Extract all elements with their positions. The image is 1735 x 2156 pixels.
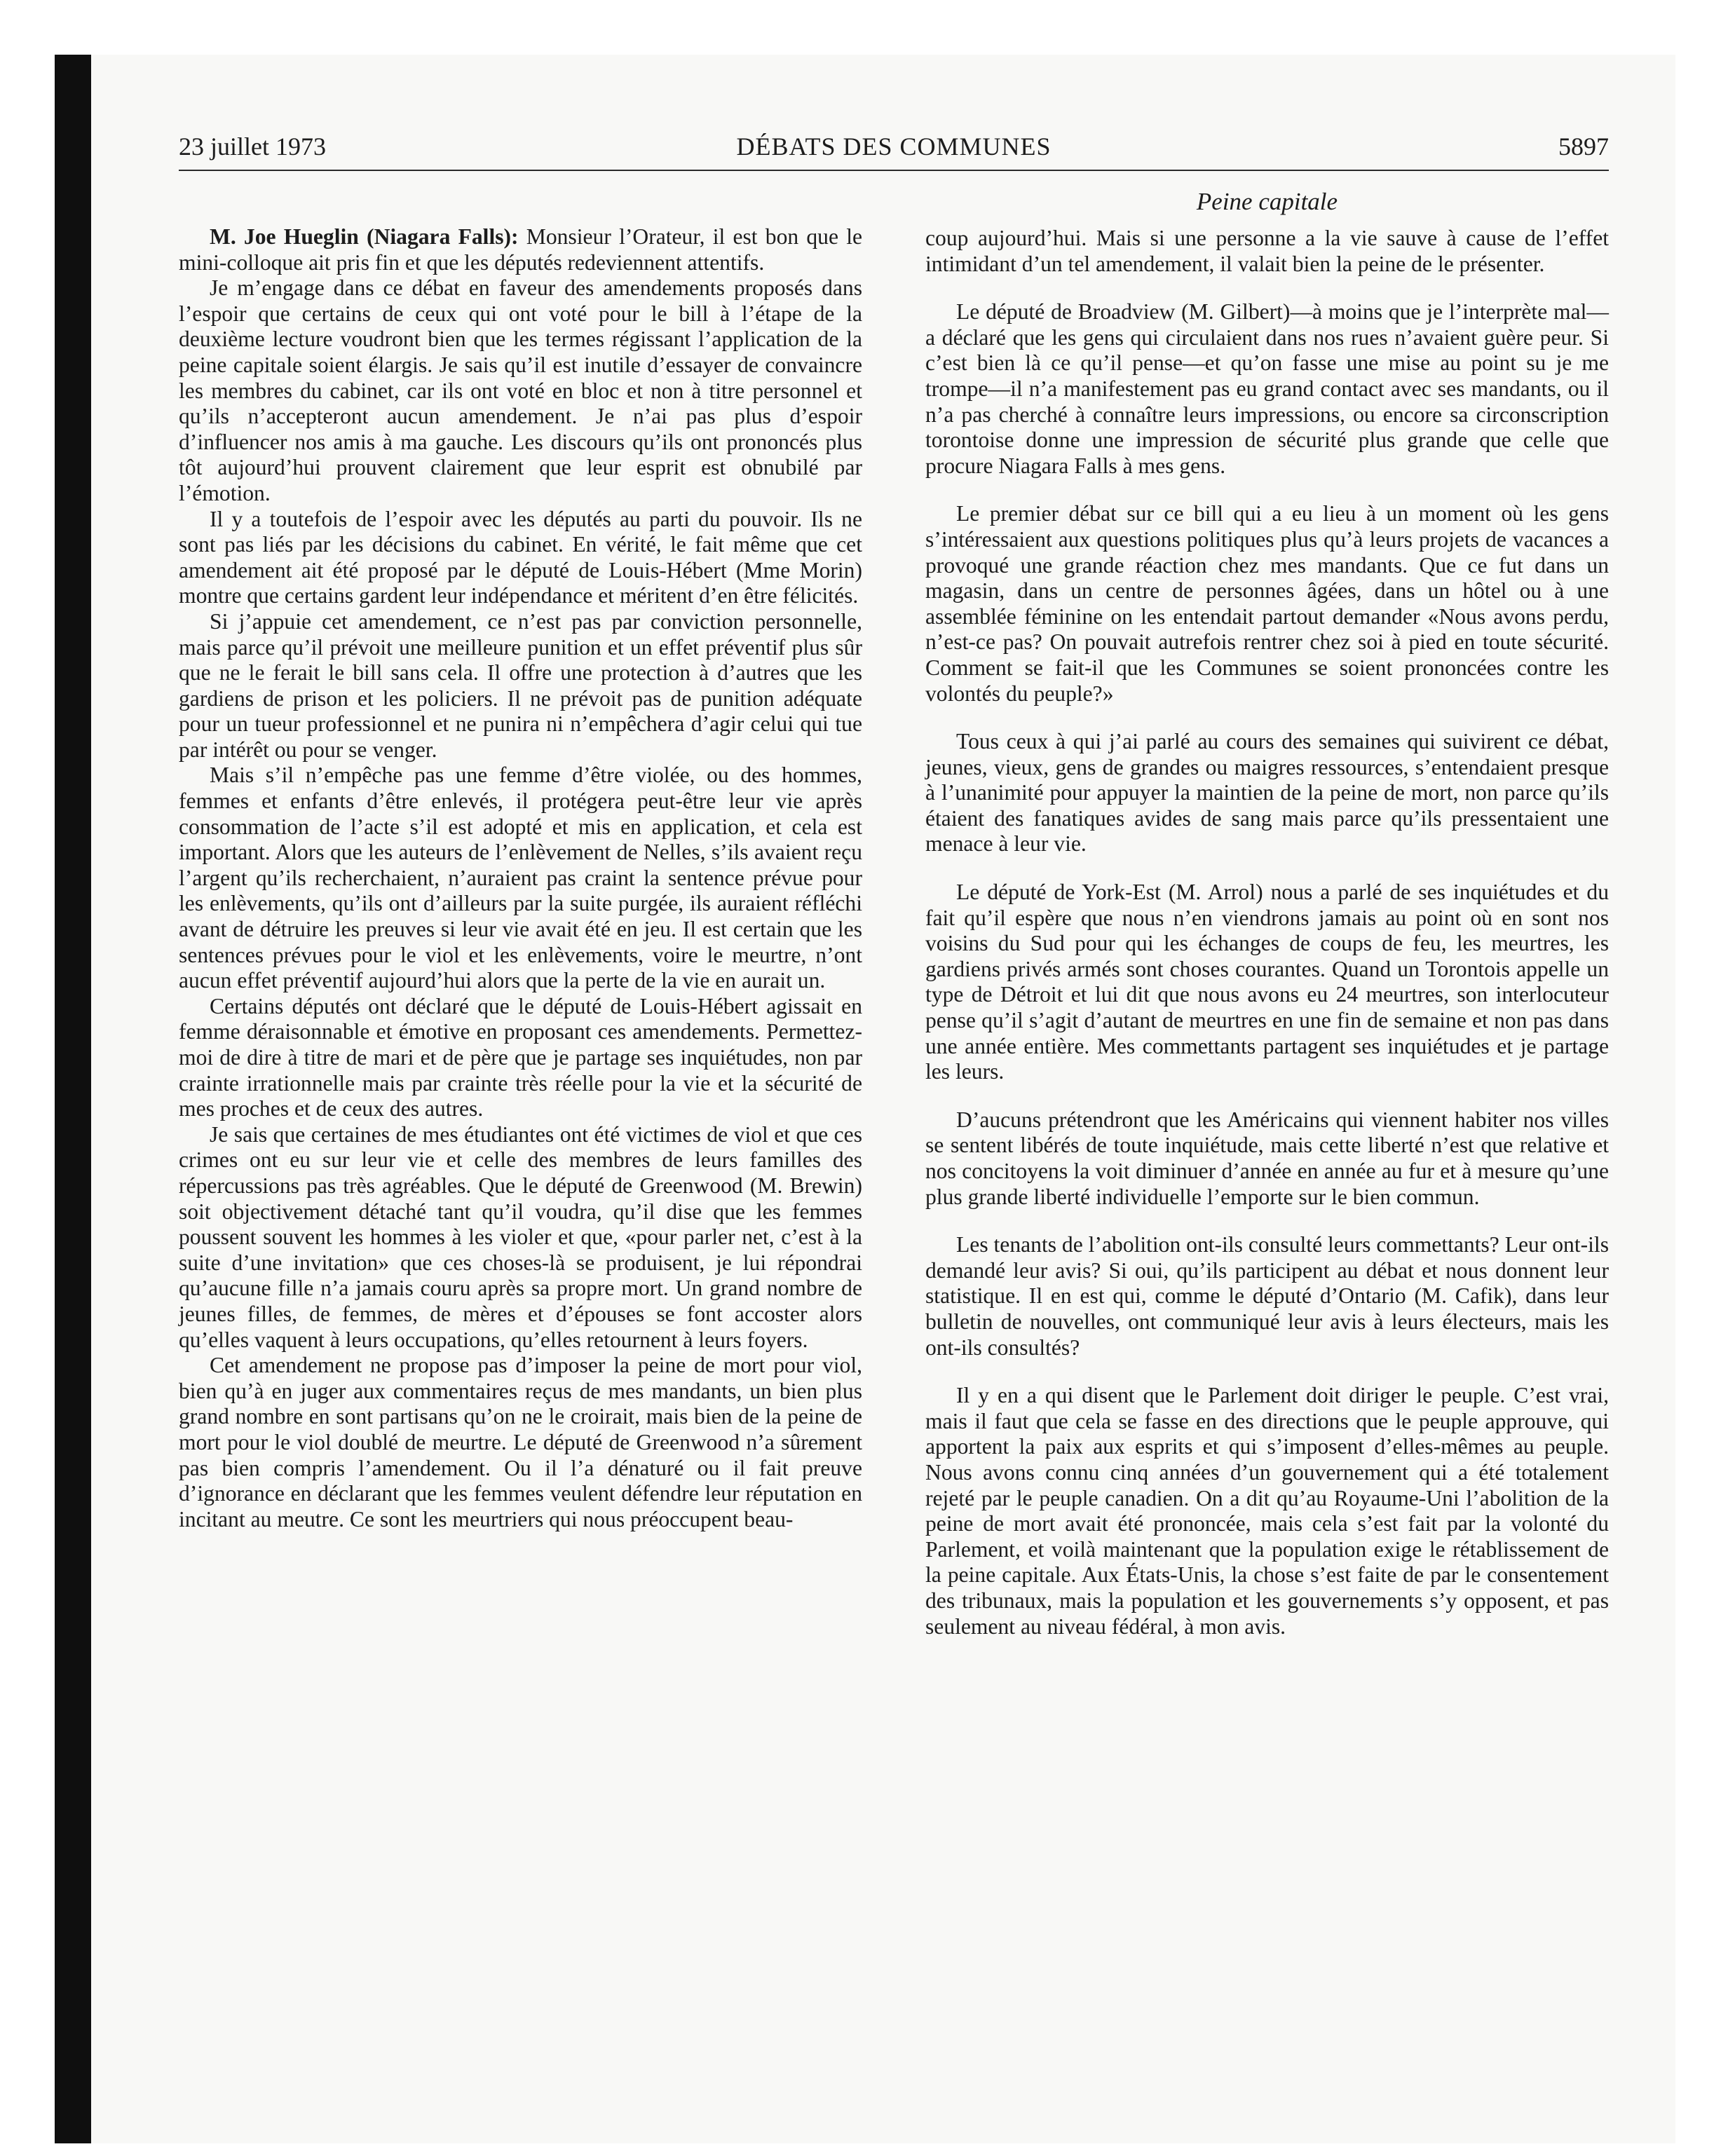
paragraph: Les tenants de l’abolition ont-ils consulté leurs commettants? Leur ont-ils demandé leur avis? Si oui, qu’ils participent au débat et nous donnent leur statistique. Il en est qui, comme le député d’Ontario (M. Cafik), dans leur bulletin de nouvelles, ont communiqué leur avis à leurs électeurs, mais les ont-ils consultés? (925, 1232, 1609, 1360)
paragraph: Le député de York-Est (M. Arrol) nous a parlé de ses inquiétudes et du fait qu’il espère que nous n’en viendrons jamais au point où en sont nos voisins du Sud pour qui les échanges de coups de feu, les meurtres, les gardiens privés armés sont choses courantes. Quand un Torontois appelle un type de Détroit et lui dit que nous avons eu 24 meurtres, son interlocuteur pense qu’il s’agit d’autant de meurtres en une fin de semaine et non pas dans une année entière. Mes commettants partagent ses inquiétudes et je partage les leurs. (925, 880, 1609, 1084)
scan-edge (55, 55, 91, 2143)
left-column (179, 224, 862, 1532)
paragraph: Je sais que certaines de mes étudiantes ont été victimes de viol et que ces crimes ont eu sur leur vie et celle des membres de leurs familles des répercussions pas très agréables. Que le député de Greenwood (M. Brewin) soit objectivement détaché tant qu’il voudra, qu’il dise que les femmes poussent souvent les hommes à les violer et que, «pour parler net, c’est à la suite d’une invitation» que ces choses-là se produisent, je lui répondrai qu’aucune fille n’a jamais couru après sa propre mort. Un grand nombre de jeunes filles, de femmes, de mères et d’épouses se font accoster alors qu’elles vaquent à leurs occupations, qu’elles retournent à leurs foyers. (179, 1121, 862, 1352)
paragraph: Le député de Broadview (M. Gilbert)—à moins que je l’interprète mal—a déclaré que les gens qui circulaient dans nos rues n’avaient guère peur. Si c’est bien là ce qu’il pense—et qu’on fasse une mise au point su je me trompe—il n’a manifestement pas eu grand contact avec ses mandants, ou il n’a pas cherché à connaître leurs impressions, ou encore sa circonscription torontoise donne une impression de sécurité plus grande que celle que procure Niagara Falls à mes gens. (925, 299, 1609, 478)
paragraph: Il y en a qui disent que le Parlement doit diriger le peuple. C’est vrai, mais il faut que cela se fasse en des directions que le peuple approuve, qui apportent la paix aux esprits et qui s’imposent d’elles-mêmes au peuple. Nous avons connu cinq années d’un gouvernement qui a été totalement rejeté par le peuple canadien. On a dit qu’au Royaume-Uni l’abolition de la peine de mort avait été prononcée, mais cela s’est fait par la volonté du Parlement, et voilà maintenant que la population exige le rétablissement de la peine capitale. Aux États-Unis, la chose s’est faite de par le consentement des tribunaux, mais la population et les gouvernements s’y opposent, et pas seulement au niveau fédéral, à mon avis. (925, 1383, 1609, 1639)
header-publication: DÉBATS DES COMMUNES (736, 132, 1052, 161)
paragraph-text: Monsieur l’Orateur, il est bon que le mini-colloque ait pris fin et que les députés redeviennent attentifs. (179, 224, 862, 275)
right-column (925, 226, 1609, 1662)
paragraph-continued: coup aujourd’hui. Mais si une personne a la vie sauve à cause de l’effet intimidant d’un tel amendement, il valait bien la peine de le présenter. (925, 226, 1609, 276)
header-date: 23 juillet 1973 (179, 132, 326, 161)
paragraph: Le premier débat sur ce bill qui a eu lieu à un moment où les gens s’intéressaient aux questions politiques plus qu’à leurs projets de vacances a provoqué une grande réaction chez mes mandants. Que ce fut dans un magasin, dans un centre de personnes âgées, dans un hôtel ou à une assemblée féminine on les entendait partout demander «Nous avons perdu, n’est-ce pas? On pouvait autrefois rentrer chez soi à pied en toute sécurité. Comment se fait-il que les Communes se soient prononcées contre les volontés du peuple?» (925, 501, 1609, 706)
page-header (179, 132, 1609, 171)
paragraph (179, 224, 862, 275)
header-rule (179, 170, 1609, 171)
paragraph: Si j’appuie cet amendement, ce n’est pas par conviction personnelle, mais parce qu’il prévoit une meilleure punition et un effet préventif plus sûr que ne le ferait le bill sans cela. Il offre une protection à d’autres que les gardiens de prison et les policiers. Il ne prévoit pas de punition adéquate pour un tueur professionnel et ne punira ni n’empêchera d’agir celui qui tue par intérêt ou pour se venger. (179, 608, 862, 762)
paragraph: Tous ceux à qui j’ai parlé au cours des semaines qui suivirent ce débat, jeunes, vieux, gens de grandes ou maigres ressources, s’entendaient presque à l’unanimité pour appuyer la maintien de la peine de mort, non parce qu’ils étaient des fanatiques avides de sang mais parce qu’ils pressentaient une menace à leur vie. (925, 729, 1609, 857)
speaker-name: M. Joe Hueglin (Niagara Falls): (210, 224, 519, 249)
paragraph: Cet amendement ne propose pas d’imposer la peine de mort pour viol, bien qu’à en juger aux commentaires reçus de mes mandants, un bien plus grand nombre en sont partisans qu’on ne le croirait, mais bien de la peine de mort pour le viol doublé de meurtre. Le député de Greenwood n’a sûrement pas bien compris l’amendement. Ou il l’a dénaturé ou il fait preuve d’ignorance en déclarant que les femmes veulent défendre leur réputation en incitant au meutre. Ce sont les meurtriers qui nous préoccupent beau- (179, 1353, 862, 1531)
paragraph: Je m’engage dans ce débat en faveur des amendements proposés dans l’espoir que certains de ceux qui ont voté pour le bill à l’étape de la deuxième lecture voudront bien que les termes régissant l’application de la peine capitale soient élargis. Je sais qu’il est inutile d’essayer de convaincre les membres du cabinet, car ils ont voté en bloc et non à titre personnel et qu’ils n’accepteront aucun amendement. Je n’ai pas plus d’espoir d’influencer nos amis à ma gauche. Les discours qu’ils ont prononcés plus tôt aujourd’hui prouvent clairement que leur esprit est obnubilé par l’émotion. (179, 275, 862, 505)
paragraph: Certains députés ont déclaré que le député de Louis-Hébert agissait en femme déraisonnable et émotive en proposant ces amendements. Permettez-moi de dire à titre de mari et de père que je partage ses inquiétudes, non par crainte irrationnelle mais par crainte très réelle pour la vie et la sécurité de mes proches et de ceux des autres. (179, 993, 862, 1121)
section-title: Peine capitale (1196, 188, 1338, 215)
paragraph: Il y a toutefois de l’espoir avec les députés au parti du pouvoir. Ils ne sont pas liés par les décisions du cabinet. En vérité, le fait même que cet amendement ait été proposé par le député de Louis-Hébert (Mme Morin) montre que certains gardent leur indépendance et méritent d’en être félicités. (179, 506, 862, 608)
paragraph: Mais s’il n’empêche pas une femme d’être violée, ou des hommes, femmes et enfants d’être enlevés, il protégera peut-être leur vie après consommation de l’acte s’il est adopté et mis en application, et cela est important. Alors que les auteurs de l’enlèvement de Nelles, s’ils avaient reçu l’argent qu’ils recherchaient, n’auraient pas craint la sentence prévue pour les enlèvements, qu’ils ont d’ailleurs par la suite purgée, ils auraient réfléchi avant de détruire les preuves si leur vie avait été en jeu. Il est certain que les sentences prévues pour le viol et les enlèvements, voire le meurtre, n’ont aucun effet préventif aujourd’hui alors que la perte de la vie en aurait un. (179, 763, 862, 993)
paragraph: D’aucuns prétendront que les Américains qui viennent habiter nos villes se sentent libérés de toute inquiétude, mais cette liberté n’est que relative et nos concitoyens la voit diminuer d’année en année au fur et à mesure qu’une plus grande liberté individuelle l’emporte sur le bien commun. (925, 1107, 1609, 1209)
header-page-number: 5897 (1558, 132, 1609, 161)
